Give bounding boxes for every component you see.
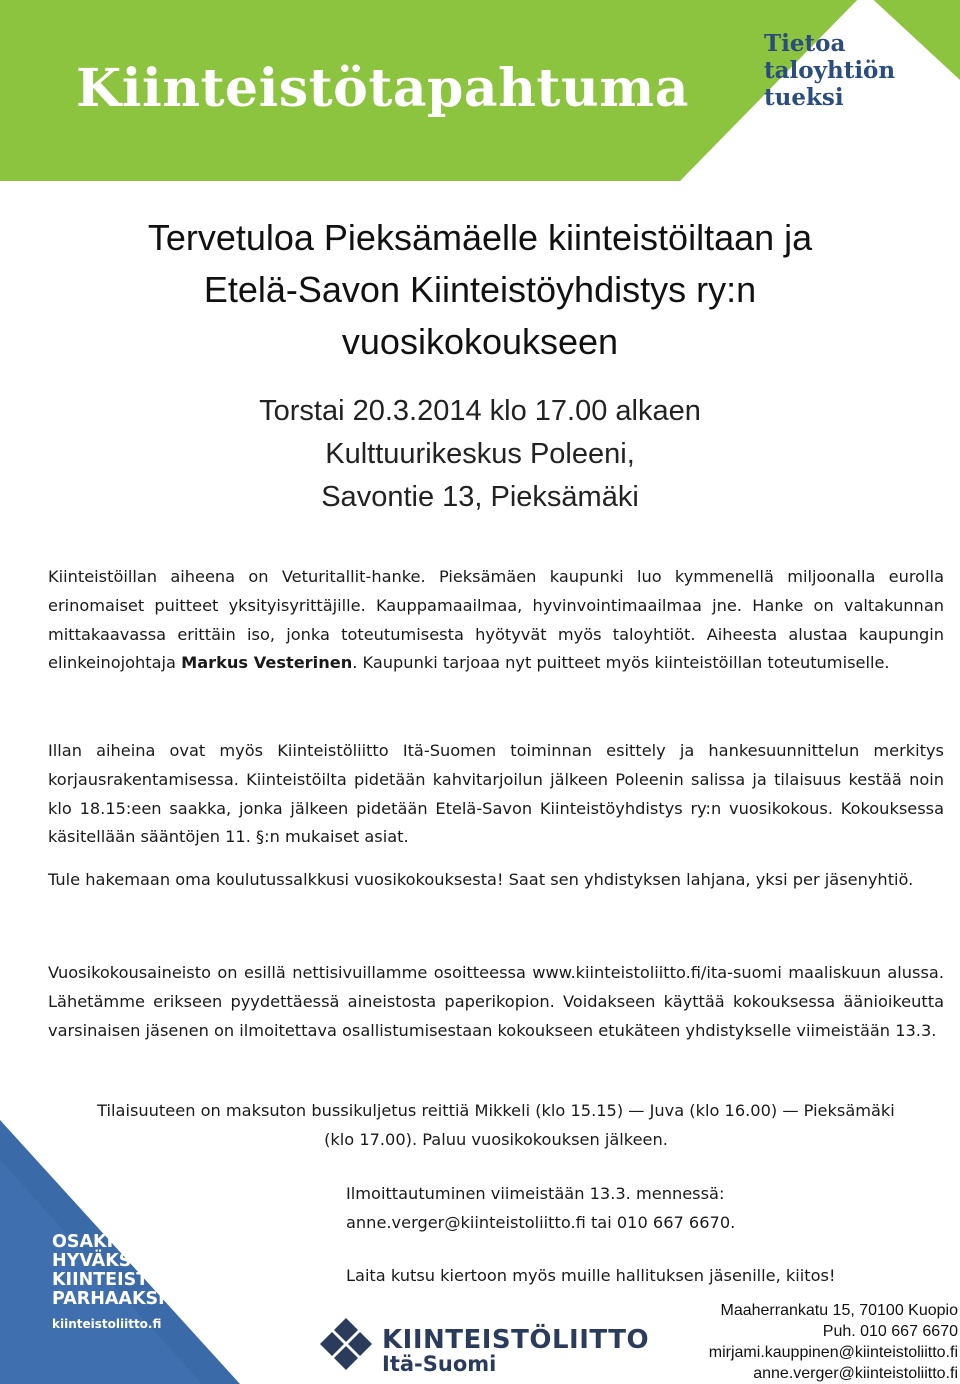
badge-line: tueksi (764, 84, 844, 111)
bus-line: Tilaisuuteen on maksuton bussikuljetus reittiä Mikkeli (klo 15.15) — Juva (klo 16.00) — Pieksämäki (97, 1101, 895, 1120)
registration-deadline: Ilmoittautuminen viimeistään 13.3. mennessä: (346, 1184, 725, 1203)
registration-contact[interactable]: anne.verger@kiinteistoliitto.fi tai 010 667 6670. (346, 1212, 736, 1232)
banner-title: Kiinteistötapahtuma (76, 58, 689, 119)
header-banner (0, 0, 960, 181)
paragraph-materials: Vuosikokousaineisto on esillä nettisivuillamme osoitteessa www.kiinteistoliitto.fi/ita-suomi maaliskuun alussa. Lähetämme erikseen pyydettäessä aineistosta paperikopion. Voidakseen käyttää kokouksessa äänioikeutta varsinaisen jäsenen on ilmoitettava osallistumisestaan kokoukseen etukäteen yhdistykselle viimeistään 13.3. (48, 963, 944, 1040)
title-line: vuosikokoukseen (341, 321, 619, 362)
bus-line: (klo 17.00). Paluu vuosikokouksen jälkeen. (324, 1129, 668, 1149)
contact-email[interactable]: mirjami.kauppinen@kiinteistoliitto.fi (708, 1344, 958, 1361)
badge-text (764, 30, 914, 111)
paragraph-topic (48, 563, 944, 678)
slogan-line: KIINTEISTÖN (52, 1270, 178, 1290)
page-title (40, 212, 920, 368)
event-address: Savontie 13, Pieksämäki (321, 481, 639, 513)
badge-line: Tietoa (764, 30, 846, 57)
contact-email[interactable]: anne.verger@kiinteistoliitto.fi (753, 1365, 958, 1382)
slogan-line: HYVÄKSI, (52, 1251, 145, 1271)
paragraph-program: Illan aiheina ovat myös Kiinteistöliitto Itä-Suomen toiminnan esittely ja hankesuunnittelun merkitys korjausrakentamisessa. Kiinteistöilta pidetään kahvitarjoilun jälkeen Poleenin salissa ja tilaisuus kestää noin klo 18.15:een saakka, jonka jälkeen pidetään Etelä-Savon Kiinteistöyhdistys ry:n vuosikokous. Kokouksessa käsitellään sääntöjen 11. §:n mukaiset asiat. (48, 741, 944, 847)
promo-link[interactable]: kiinteistoliitto.fi (52, 1317, 162, 1331)
speaker-name: Markus Vesterinen (181, 653, 353, 673)
event-date: Torstai 20.3.2014 klo 17.00 alkaen (259, 395, 701, 427)
closing-note: Laita kutsu kiertoon myös muille hallituksen jäsenille, kiitos! (346, 1266, 836, 1285)
kiinteistoliitto-logo-icon (318, 1316, 374, 1376)
logo-region: Itä-Suomi (382, 1352, 497, 1376)
promo-slogan (52, 1233, 178, 1309)
contact-address: Maaherrankatu 15, 70100 Kuopio (720, 1302, 958, 1319)
paragraph-text: Kiinteistöillan aiheena on Veturitallit-hanke. Pieksämäen kaupunki luo kymmenellä miljoonalla eurolla erinomaiset puitteet yksityisyrittäjille. Kauppamaailmaa, hyvinvointimaailmaa jne. Hanke on valtakunnan mittakaavassa erittäin iso, jonka toteutumisesta hyötyvät myös taloyhtiöt. Aiheesta alustaa kaupungin elinkeinojohtaja (48, 567, 944, 673)
slogan-line: PARHAAKSI (52, 1289, 165, 1309)
contact-phone: Puh. 010 667 6670 (822, 1323, 958, 1340)
slogan-line: OSAKKAAN (52, 1232, 162, 1252)
title-line: Etelä-Savon Kiinteistöyhdistys ry:n (203, 269, 757, 310)
paragraph-text: . Kaupunki tarjoaa nyt puitteet myös kiinteistöillan toteutumiselle. (352, 653, 890, 673)
event-info (140, 390, 820, 519)
event-venue: Kulttuurikeskus Poleeni, (325, 438, 635, 470)
paragraph-gift: Tule hakemaan oma koulutussalkkusi vuosikokouksesta! Saat sen yhdistyksen lahjana, yksi per jäsenyhtiö. (48, 870, 914, 889)
registration-info (346, 1180, 946, 1238)
logo-name: KIINTEISTÖLIITTO (382, 1325, 650, 1355)
badge-line: taloyhtiön (764, 57, 896, 84)
contact-info (709, 1300, 958, 1384)
title-line: Tervetuloa Pieksämäelle kiinteistöiltaan ja (147, 217, 813, 258)
